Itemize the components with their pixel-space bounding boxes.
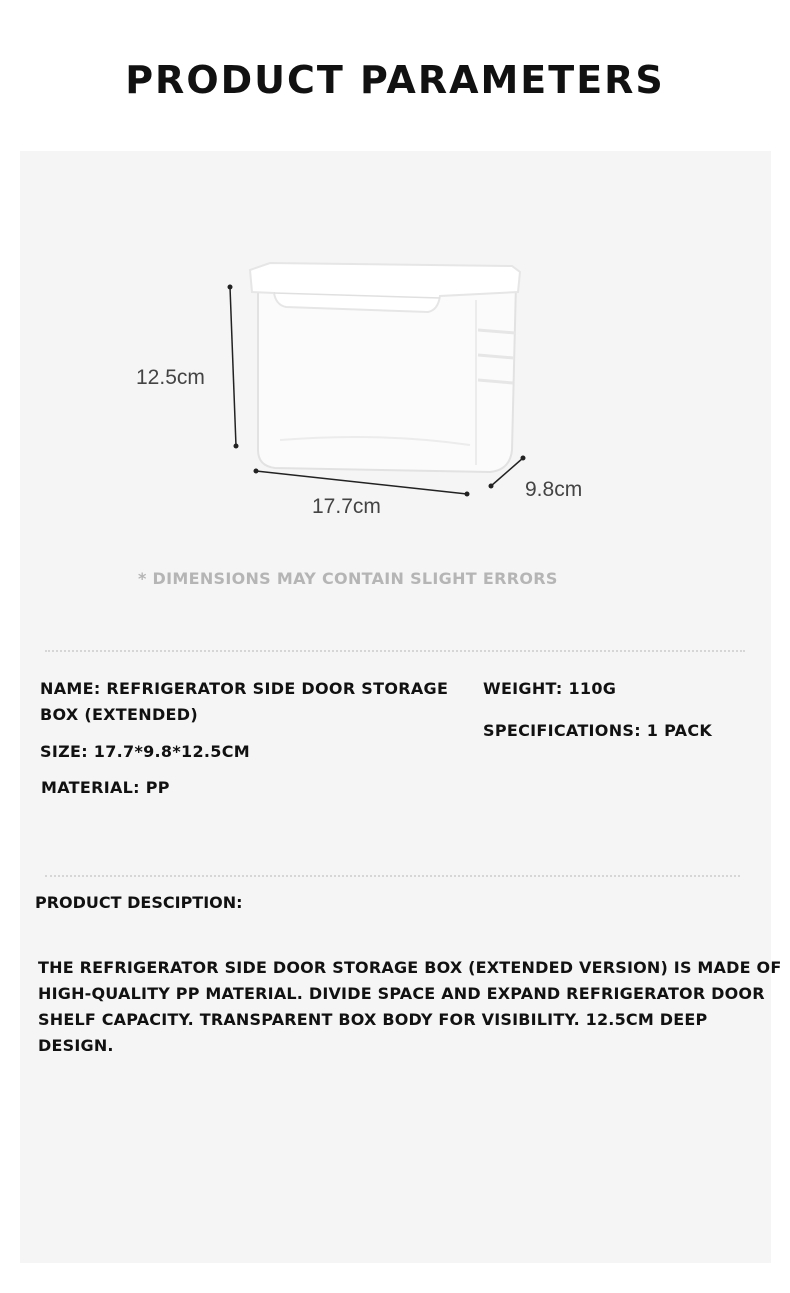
description-title: PRODUCT DESCIPTION:: [35, 893, 243, 912]
height-dimension-line: [228, 285, 239, 449]
width-dimension-line: [254, 469, 470, 497]
width-label: 17.7cm: [312, 495, 381, 518]
product-illustration: [0, 0, 790, 620]
description-text: THE REFRIGERATOR SIDE DOOR STORAGE BOX (EXTENDED VERSION) IS MADE OF HIGH-QUALITY PP MATERIAL. DIVIDE SPACE AND EXPAND REFRIGERATOR DOOR SHELF CAPACITY. TRANSPARENT BOX BODY FOR VISIBILITY. 12.5CM DEEP DESIGN.: [38, 958, 782, 1055]
spec-specifications: SPECIFICATIONS: 1 PACK: [483, 721, 713, 740]
spec-weight: WEIGHT: 110G: [483, 679, 617, 698]
dimension-disclaimer: * DIMENSIONS MAY CONTAIN SLIGHT ERRORS: [138, 569, 558, 588]
spec-size: SIZE: 17.7*9.8*12.5CM: [40, 742, 250, 761]
spec-name: NAME: REFRIGERATOR SIDE DOOR STORAGE BOX (EXTENDED): [40, 679, 449, 724]
divider-top: [45, 650, 745, 652]
depth-label: 9.8cm: [525, 478, 583, 501]
spec-material: MATERIAL: PP: [41, 778, 170, 797]
storage-box-image: [250, 263, 520, 472]
page-title: PRODUCT PARAMETERS: [125, 58, 665, 102]
divider-bottom: [45, 875, 740, 877]
height-label: 12.5cm: [136, 366, 205, 389]
